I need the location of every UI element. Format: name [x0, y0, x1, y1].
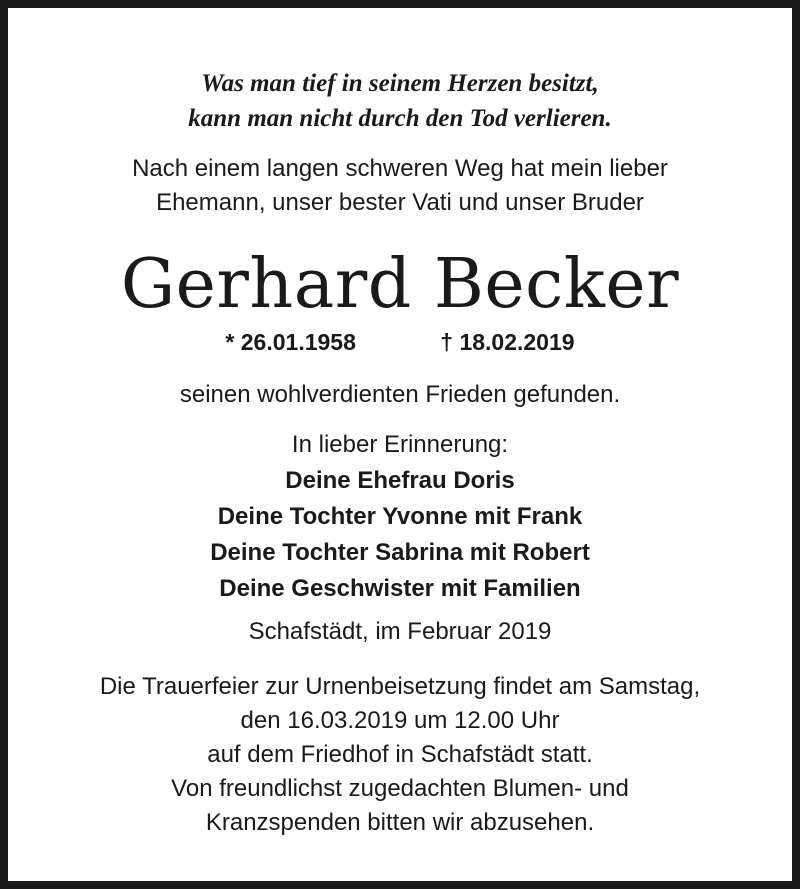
- mourner-name: Deine Tochter Sabrina mit Robert: [210, 539, 590, 566]
- death-date: † 18.02.2019: [440, 329, 575, 355]
- memory-section: [8, 427, 792, 607]
- deceased-name: Gerhard Becker: [120, 245, 680, 324]
- mourner-name: Deine Ehefrau Doris: [285, 467, 515, 494]
- motto-quote: [8, 66, 792, 136]
- funeral-line: Kranzspenden bitten wir abzusehen.: [205, 809, 595, 836]
- intro-line: Ehemann, unser bester Vati und unser Bruder: [156, 189, 644, 216]
- peace-line: seinen wohlverdienten Frieden gefunden.: [179, 381, 621, 408]
- life-dates: [8, 324, 792, 360]
- place-date: Schafstädt, im Februar 2019: [248, 618, 552, 645]
- funeral-line: Die Trauerfeier zur Urnenbeisetzung findet am Samstag,: [99, 673, 701, 700]
- birth-date: * 26.01.1958: [225, 329, 356, 355]
- motto-line: Was man tief in seinem Herzen besitzt,: [201, 70, 599, 97]
- funeral-line: den 16.03.2019 um 12.00 Uhr: [240, 707, 560, 734]
- memory-heading: In lieber Erinnerung:: [291, 431, 509, 458]
- funeral-line: auf dem Friedhof in Schafstädt statt.: [207, 741, 593, 768]
- mourner-name: Deine Tochter Yvonne mit Frank: [217, 503, 583, 530]
- intro-text: [8, 152, 792, 220]
- mourner-name: Deine Geschwister mit Familien: [219, 575, 581, 602]
- funeral-line: Von freundlichst zugedachten Blumen- und: [171, 775, 629, 802]
- intro-line: Nach einem langen schweren Weg hat mein lieber: [132, 155, 668, 182]
- funeral-details: [8, 670, 792, 840]
- motto-line: kann man nicht durch den Tod verlieren.: [188, 105, 612, 132]
